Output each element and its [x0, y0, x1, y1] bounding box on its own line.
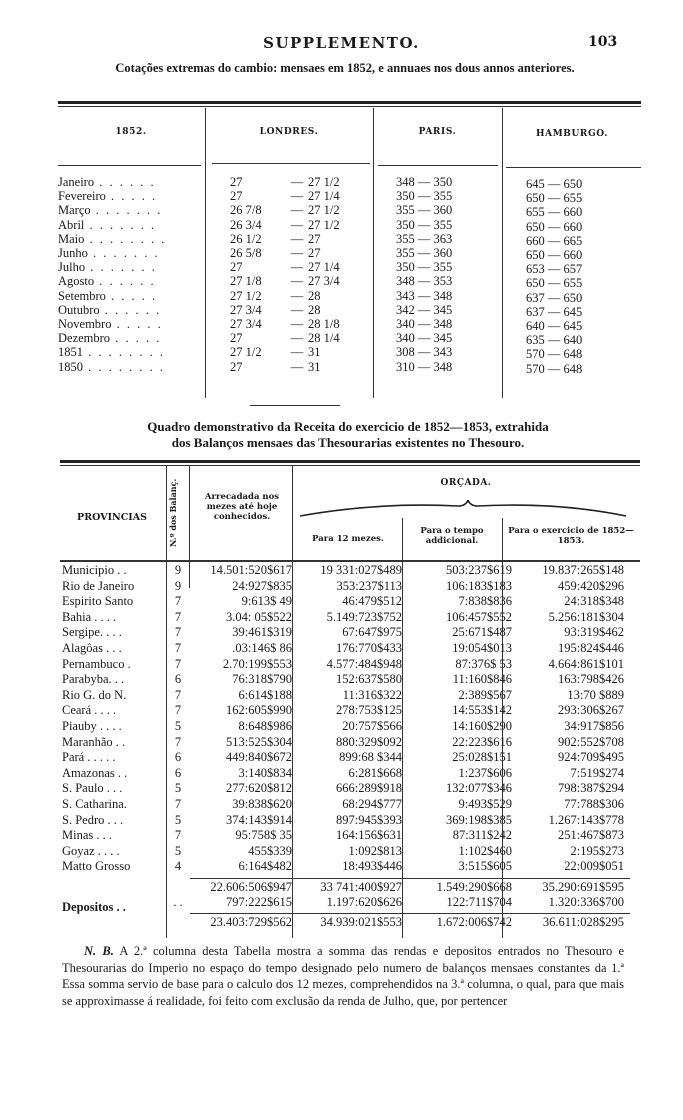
londres-cell	[230, 246, 370, 260]
londres-max: 31	[308, 345, 321, 360]
londres-min: 27 1/2	[230, 288, 262, 303]
period-label: Outubro	[58, 302, 100, 317]
depositos-exercicio: 1.320:336$700	[548, 895, 624, 909]
leader-dots: . . . . .	[110, 331, 167, 346]
n-balanc-cell: 5	[174, 719, 182, 733]
tempo-adicional-cell: 25:028$151	[452, 750, 512, 765]
doze-meses-cell: 897:945$393	[336, 812, 402, 827]
leader-dots: . . . . . . .	[84, 217, 157, 232]
tempo-adicional-cell: 14:160$290	[452, 719, 512, 733]
arrecadada-cell: 455$339	[248, 843, 292, 858]
tempo-adicional-cell: 132:077$346	[446, 781, 512, 796]
londres-cell	[230, 260, 370, 274]
doze-meses-cell: 1:092$813	[348, 843, 402, 858]
provincia-cell: Amazonas . .	[62, 765, 128, 780]
n-balanc-cell: 9	[174, 578, 182, 593]
provincia-cell: Alagôas . . .	[62, 641, 122, 655]
londres-max: 27 1/2	[308, 203, 340, 218]
tempo-adicional-cell: 3:515$605	[458, 859, 512, 874]
arrecadada-cell: .03:146$ 86	[232, 641, 292, 655]
dash: —	[290, 317, 304, 331]
paris-cell: 350 — 355	[396, 189, 453, 204]
revenue-table-title	[58, 419, 638, 451]
footnote	[62, 943, 624, 1009]
provincia-cell: Ceará . . . .	[62, 703, 117, 718]
col-header-arrecadada: Arrecadada nos mezes até hoje conhecidos.	[204, 492, 280, 522]
tempo-adicional-cell: 1:102$460	[458, 843, 512, 858]
doze-meses-cell: 20:757$566	[342, 719, 402, 733]
provincia-cell: Goyaz . . . .	[62, 843, 120, 858]
exchange-row-period	[58, 260, 203, 274]
depositos-arrecadada: 797:222$615	[226, 895, 292, 909]
hamburgo-cell: 640 — 645	[526, 319, 583, 333]
col-header-hamburgo: HAMBURGO.	[536, 129, 608, 139]
londres-min: 27 1/8	[230, 274, 262, 289]
londres-min: 26 5/8	[230, 246, 262, 260]
exercicio-cell: 251:467$873	[558, 828, 624, 843]
londres-min: 26 7/8	[230, 203, 262, 218]
exchange-row-period	[58, 274, 203, 288]
separator-rule	[250, 405, 340, 406]
hamburgo-cell: 660 — 665	[526, 233, 583, 248]
n-balanc-cell: 6	[174, 765, 182, 780]
depositos-doze: 1.197:620$626	[326, 895, 402, 909]
tempo-adicional-cell: 1:237$606	[458, 765, 512, 780]
leader-dots: . . . . . . . .	[83, 359, 165, 374]
exercicio-cell: 22:009$051	[564, 859, 624, 874]
period-label: Novembro	[58, 317, 112, 331]
dash: —	[290, 189, 304, 204]
exercicio-cell: 195:824$446	[558, 641, 624, 655]
exchange-col-divider	[205, 108, 206, 398]
dash: —	[290, 231, 304, 246]
hamburgo-cell: 635 — 640	[526, 333, 583, 348]
exchange-row-period	[58, 218, 203, 232]
paris-cell: 350 — 355	[396, 260, 453, 275]
londres-cell	[230, 274, 370, 288]
doze-meses-cell: 164:156$631	[336, 828, 402, 843]
exchange-row-period	[58, 331, 203, 345]
londres-cell	[230, 232, 370, 246]
dash: —	[290, 331, 304, 346]
exercicio-cell: 293:306$267	[558, 703, 624, 718]
doze-meses-cell: 46:479$512	[342, 594, 402, 609]
provincia-cell: Pará . . . . .	[62, 750, 116, 765]
n-balanc-cell: 7	[174, 594, 182, 609]
doze-meses-cell: 6:281$668	[348, 765, 402, 780]
doze-meses-cell: 18:493$446	[342, 859, 402, 874]
dash: —	[290, 175, 304, 189]
paris-cell: 348 — 350	[396, 175, 453, 189]
provincia-cell: Rio G. do N.	[62, 687, 127, 702]
doze-meses-cell: 278:753$125	[336, 703, 402, 718]
londres-max: 27	[308, 246, 321, 260]
londres-min: 27	[230, 260, 243, 275]
revenue-top-rule	[60, 460, 640, 463]
depositos-n: . .	[173, 895, 183, 909]
provincia-cell: S. Catharina.	[62, 797, 127, 811]
provincia-cell: Sergipe. . . .	[62, 625, 122, 640]
londres-max: 28 1/8	[308, 317, 340, 331]
n-balanc-cell: 6	[174, 750, 182, 765]
exercicio-cell: 34:917$856	[564, 719, 624, 733]
exchange-row-period	[58, 175, 203, 189]
doze-meses-cell: 68:294$777	[342, 797, 402, 811]
doze-meses-cell: 5.149:723$752	[326, 609, 402, 624]
arrecadada-cell: 8:648$986	[238, 719, 292, 733]
n-balanc-cell: 7	[174, 625, 182, 640]
londres-cell	[230, 203, 370, 217]
col-header-provincias: PROVINCIAS	[77, 512, 147, 523]
dash: —	[290, 260, 304, 275]
londres-cell	[230, 360, 370, 374]
exercicio-cell: 902:552$708	[558, 734, 624, 749]
londres-max: 27	[308, 231, 321, 246]
londres-min: 27	[230, 331, 243, 346]
depositos-label: Depositos . .	[62, 900, 126, 914]
revenue-col-divider	[292, 466, 293, 938]
period-label: Julho	[58, 260, 86, 275]
exercicio-cell: 93:319$462	[564, 625, 624, 640]
tempo-adicional-cell: 503:237$619	[446, 563, 512, 577]
exchange-col-divider	[502, 108, 503, 398]
period-label: 1850	[58, 359, 83, 374]
doze-meses-cell: 880:329$092	[336, 734, 402, 749]
paris-cell: 340 — 345	[396, 331, 453, 346]
dash: —	[290, 274, 304, 289]
londres-min: 26 3/4	[230, 217, 262, 232]
londres-min: 27	[230, 175, 243, 189]
tempo-adicional-cell: 25:671$487	[452, 625, 512, 640]
leader-dots: . . . . . .	[94, 274, 161, 289]
exchange-row-period	[58, 360, 203, 374]
n-balanc-cell: 7	[174, 609, 182, 624]
n-balanc-cell: 5	[174, 812, 182, 827]
arrecadada-cell: 3:140$834	[238, 765, 292, 780]
period-label: Agosto	[58, 274, 95, 289]
provincia-cell: Parabyba. . .	[62, 672, 125, 687]
dash: —	[290, 217, 304, 232]
exercicio-cell: 2:195$273	[570, 843, 624, 858]
londres-max: 28	[308, 302, 321, 317]
leader-dots: . . . . . . . .	[84, 231, 167, 246]
hamburgo-cell: 650 — 655	[526, 276, 583, 291]
londres-cell	[230, 345, 370, 359]
tempo-adicional-cell: 9:493$529	[458, 797, 512, 811]
tempo-adicional-cell: 19:054$013	[452, 641, 512, 655]
doze-meses-cell: 899:68 $344	[339, 750, 402, 765]
col-header-n-balanc: N.º dos Balanç.	[168, 478, 178, 548]
period-label: Fevereiro	[58, 189, 106, 204]
paris-cell: 348 — 353	[396, 274, 453, 289]
exchange-row-period	[58, 303, 203, 317]
londres-max: 27 1/4	[308, 189, 340, 204]
period-label: Maio	[58, 231, 85, 246]
londres-cell	[230, 289, 370, 303]
londres-max: 28	[308, 288, 321, 303]
n-balanc-cell: 7	[174, 641, 182, 655]
doze-meses-cell: 353:237$113	[336, 578, 402, 593]
leader-dots: . . . . . .	[94, 175, 156, 189]
col-header-paris: PARIS.	[418, 127, 457, 137]
hamburgo-cell: 650 — 655	[526, 191, 583, 206]
arrecadada-cell: 2.70:199$553	[222, 656, 292, 671]
arrecadada-cell: 374:143$914	[226, 812, 292, 827]
exercicio-cell: 5.256:181$304	[548, 609, 624, 624]
arrecadada-cell: 513:525$304	[226, 734, 292, 749]
paris-cell: 308 — 343	[396, 345, 453, 360]
col-header-orcada: ORÇADA.	[440, 478, 492, 488]
paris-cell: 342 — 345	[396, 302, 453, 317]
paris-cell: 310 — 348	[396, 359, 453, 374]
exchange-row-period	[58, 345, 203, 359]
doze-meses-cell: 67:647$975	[342, 625, 402, 640]
header-underline	[212, 163, 370, 164]
exchange-top-rule	[58, 101, 641, 104]
subtotal-rule	[190, 878, 630, 879]
exercicio-cell: 163:798$426	[558, 672, 624, 687]
tempo-adicional-cell: 87:376$ 53	[455, 656, 512, 671]
leader-dots: . . . . .	[105, 189, 158, 204]
revenue-title-line-1: Quadro demonstrativo da Receita do exercicio de 1852—1853, extrahida	[147, 419, 549, 434]
paris-cell: 355 — 360	[396, 246, 453, 260]
leader-dots: . . . . .	[111, 317, 168, 331]
dash: —	[290, 359, 304, 374]
leader-dots: . . . . . . . .	[83, 345, 165, 360]
londres-max: 27 1/2	[308, 217, 340, 232]
col-header-tempo-adicional: Para o tempo addicional.	[420, 526, 484, 546]
subtotal-exercicio: 35.290:691$595	[542, 880, 624, 894]
arrecadada-cell: 449:840$672	[226, 750, 292, 765]
hamburgo-cell: 655 — 660	[526, 205, 583, 220]
londres-cell	[230, 303, 370, 317]
paris-cell: 350 — 355	[396, 217, 453, 232]
paris-cell: 355 — 363	[396, 231, 453, 246]
exercicio-cell: 1.267:143$778	[548, 812, 624, 827]
col-header-1852: 1852.	[115, 127, 147, 137]
period-label: Janeiro	[58, 175, 95, 189]
exchange-row-period	[58, 289, 203, 303]
period-label: Junho	[58, 246, 88, 260]
londres-min: 27 3/4	[230, 302, 262, 317]
provincia-cell: Minas . . .	[62, 828, 112, 843]
arrecadada-cell: 95:758$ 35	[235, 828, 292, 843]
footnote-lead: N. B.	[84, 944, 114, 958]
arrecadada-cell: 39:461$319	[232, 625, 292, 640]
londres-cell	[230, 175, 370, 189]
londres-min: 27 1/2	[230, 345, 262, 360]
leader-dots: . . . . . .	[99, 302, 162, 317]
col-header-para-12: Para 12 mezes.	[312, 534, 384, 544]
n-balanc-cell: 4	[174, 859, 182, 874]
exchange-table-title: Cotações extremas do cambio: mensaes em 1852, e annuaes nos dous annos anteriores.	[115, 61, 575, 75]
tempo-adicional-cell: 14:553$142	[452, 703, 512, 718]
exchange-row-period	[58, 189, 203, 203]
tempo-adicional-cell: 369:198$385	[446, 812, 512, 827]
exercicio-cell: 19.837:265$148	[542, 563, 624, 577]
revenue-title-line-2: dos Balanços mensaes das Thesourarias existentes no Thesouro.	[171, 435, 525, 450]
exchange-top-rule-thin	[58, 106, 641, 107]
subtotal-adicional: 1.549:290$668	[436, 880, 512, 894]
total-exercicio: 36.611:028$295	[542, 915, 624, 929]
col-header-exercicio: Para o exercicio de 1852—1853.	[508, 526, 634, 546]
hamburgo-cell: 570 — 648	[526, 361, 583, 376]
hamburgo-cell: 637 — 650	[526, 290, 583, 305]
londres-cell	[230, 189, 370, 203]
exchange-row-period	[58, 246, 203, 260]
arrecadada-cell: 6:164$482	[238, 859, 292, 874]
doze-meses-cell: 19 331:027$489	[320, 563, 402, 577]
provincia-cell: Matto Grosso	[62, 859, 131, 874]
paris-cell: 343 — 348	[396, 288, 453, 303]
n-balanc-cell: 5	[174, 781, 182, 796]
page-number: 103	[588, 34, 618, 50]
dash: —	[290, 302, 304, 317]
londres-min: 27 3/4	[230, 317, 262, 331]
arrecadada-cell: 3.04: 05$522	[226, 609, 292, 624]
exercicio-cell: 77:788$306	[564, 797, 624, 811]
dash: —	[290, 246, 304, 260]
tempo-adicional-cell: 22:223$616	[452, 734, 512, 749]
hamburgo-cell: 637 — 645	[526, 304, 583, 319]
total-adicional: 1.672:006$742	[436, 915, 512, 929]
londres-min: 27	[230, 189, 243, 204]
provincia-cell: Municipio . .	[62, 563, 127, 577]
exchange-col-divider	[373, 108, 374, 398]
londres-max: 27 1/4	[308, 260, 340, 275]
provincia-cell: Bahia . . . .	[62, 609, 117, 624]
tempo-adicional-cell: 2:389$567	[458, 687, 512, 702]
doze-meses-cell: 152:637$580	[336, 672, 402, 687]
arrecadada-cell: 14.501:520$617	[210, 563, 292, 577]
period-label: Dezembro	[58, 331, 111, 346]
n-balanc-cell: 6	[174, 672, 182, 687]
total-arrecadada: 23.403:729$562	[210, 915, 292, 929]
exchange-row-period	[58, 232, 203, 246]
subtotal-doze: 33 741:400$927	[320, 880, 402, 894]
leader-dots: . . . . . . .	[87, 246, 160, 260]
londres-cell	[230, 331, 370, 345]
revenue-col-divider	[402, 518, 403, 938]
leader-dots: . . . . .	[105, 288, 163, 303]
header-underline	[58, 165, 201, 166]
total-doze: 34.939:021$553	[320, 915, 402, 929]
period-label: Março	[58, 203, 91, 218]
doze-meses-cell: 666:289$918	[336, 781, 402, 796]
leader-dots: . . . . . . .	[90, 203, 163, 218]
exercicio-cell: 798:387$294	[558, 781, 624, 796]
londres-max: 28 1/4	[308, 331, 340, 346]
tempo-adicional-cell: 106:457$552	[446, 609, 512, 624]
londres-max: 27 1/2	[308, 175, 340, 189]
provincia-cell: Piauby . . . .	[62, 719, 122, 733]
n-balanc-cell: 5	[174, 843, 182, 858]
hamburgo-cell: 653 — 657	[526, 262, 583, 277]
londres-cell	[230, 218, 370, 232]
n-balanc-cell: 7	[174, 687, 182, 702]
dash: —	[290, 203, 304, 218]
period-label: Abril	[58, 217, 85, 232]
doze-meses-cell: 11:316$322	[342, 687, 402, 702]
exercicio-cell: 7:519$274	[570, 765, 624, 780]
revenue-col-divider	[166, 466, 167, 938]
dash: —	[290, 345, 304, 360]
londres-min: 26 1/2	[230, 231, 262, 246]
tempo-adicional-cell: 11:160$846	[452, 672, 512, 687]
period-label: 1851	[58, 345, 83, 360]
header-underline	[506, 167, 641, 168]
hamburgo-cell: 650 — 660	[526, 219, 583, 234]
arrecadada-cell: 76:318$790	[232, 672, 292, 687]
n-balanc-cell: 7	[174, 797, 182, 811]
orcada-brace-icon	[298, 500, 628, 518]
subtotal-arrecadada: 22.606:506$947	[210, 880, 292, 894]
exercicio-cell: 24:318$348	[564, 594, 624, 609]
arrecadada-cell: 24:927$835	[232, 578, 292, 593]
dash: —	[290, 288, 304, 303]
col-header-londres: LONDRES.	[259, 127, 319, 137]
provincia-cell: Maranhão . .	[62, 734, 126, 749]
n-balanc-cell: 7	[174, 656, 182, 671]
exercicio-cell: 459:420$296	[558, 578, 624, 593]
arrecadada-cell: 6:614$188	[238, 687, 292, 702]
paris-cell: 355 — 360	[396, 203, 453, 218]
provincia-cell: Rio de Janeiro	[62, 578, 135, 593]
arrecadada-cell: 39:838$620	[232, 797, 292, 811]
tempo-adicional-cell: 106:183$183	[446, 578, 512, 593]
depositos-adicional: 122:711$704	[446, 895, 512, 909]
exercicio-cell: 13:70 $889	[567, 687, 624, 702]
exchange-row-period	[58, 203, 203, 217]
total-rule	[190, 913, 630, 914]
n-balanc-cell: 7	[174, 703, 182, 718]
provincia-cell: S. Pedro . . .	[62, 812, 124, 827]
exercicio-cell: 4.664:861$101	[548, 656, 624, 671]
tempo-adicional-cell: 87:311$242	[452, 828, 512, 843]
exercicio-cell: 924:709$495	[558, 750, 624, 765]
hamburgo-cell: 650 — 660	[526, 248, 583, 262]
londres-min: 27	[230, 359, 243, 374]
londres-cell	[230, 317, 370, 331]
londres-max: 31	[308, 359, 321, 374]
revenue-top-rule-thin	[60, 465, 640, 466]
doze-meses-cell: 4.577:484$948	[326, 656, 402, 671]
tempo-adicional-cell: 7:838$836	[458, 594, 512, 609]
arrecadada-cell: 277:620$812	[226, 781, 292, 796]
leader-dots: . . . . . . .	[85, 260, 157, 275]
header-underline	[378, 165, 498, 166]
n-balanc-cell: 9	[174, 563, 182, 577]
provincia-cell: Espirito Santo	[62, 594, 134, 609]
hamburgo-cell: 570 — 648	[526, 347, 583, 362]
arrecadada-cell: 162:605$990	[226, 703, 292, 718]
footnote-text: A 2.ª columna desta Tabella mostra a somma das rendas e depositos entrados no Thesouro e Thesourarias do Imperio no espaço do tempo designado pelo numero de balanços mensaes constantes da 1.ª Essa somma servio de base para o calculo dos 12 mezes, comprehendidos na 3.ª columna, o qual, para que mais se approximasse á realidade, foi feito com exclusão da renda de Julho, que, por pertencer	[62, 944, 624, 1008]
exchange-row-period	[58, 317, 203, 331]
arrecadada-cell: 9:613$ 49	[241, 594, 292, 609]
header-bottom-rule	[60, 560, 640, 562]
provincia-cell: Pernambuco .	[62, 656, 131, 671]
doze-meses-cell: 176:770$433	[336, 641, 402, 655]
page-header: SUPPLEMENTO.	[263, 34, 420, 52]
period-label: Setembro	[58, 288, 106, 303]
n-balanc-cell: 7	[174, 734, 182, 749]
paris-cell: 340 — 348	[396, 317, 453, 331]
hamburgo-cell: 645 — 650	[526, 177, 583, 191]
londres-max: 27 3/4	[308, 274, 340, 289]
provincia-cell: S. Paulo . . .	[62, 781, 123, 796]
n-balanc-cell: 7	[174, 828, 182, 843]
